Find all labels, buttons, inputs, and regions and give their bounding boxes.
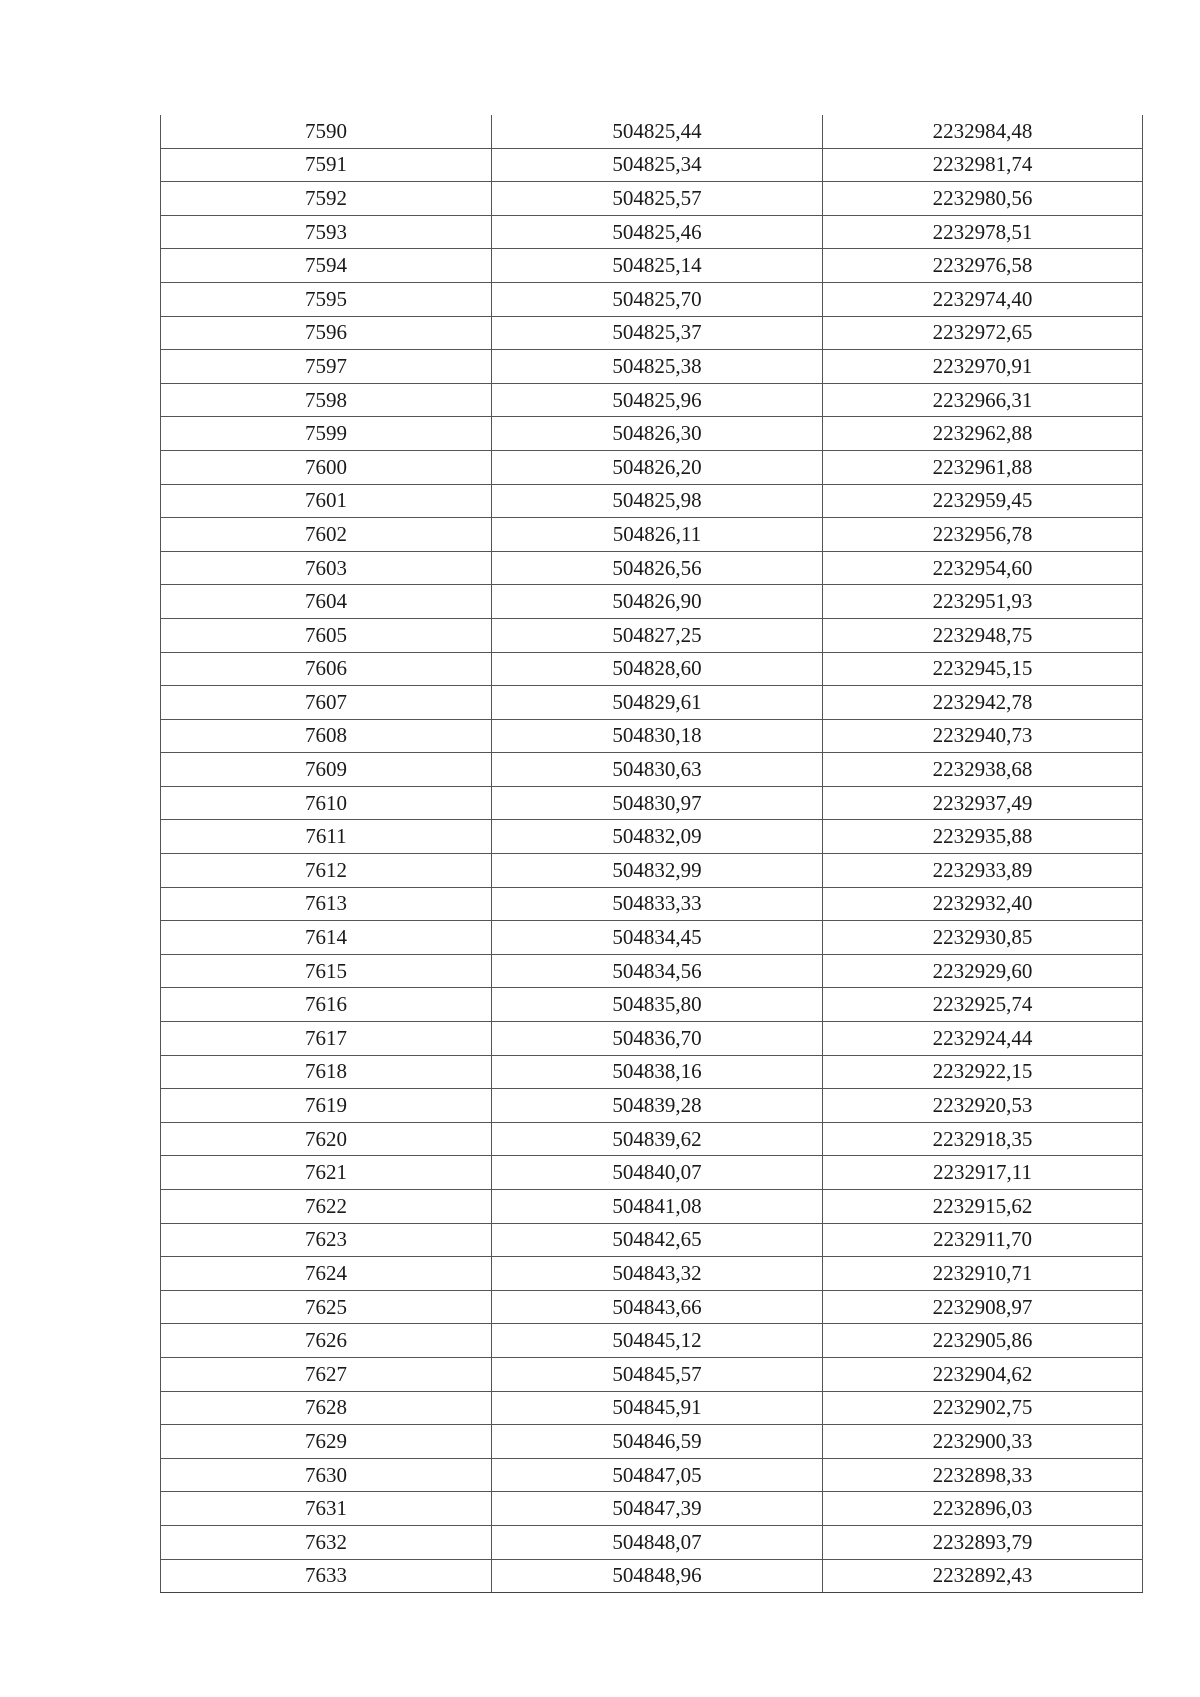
x-coordinate-cell: 504841,08 — [492, 1190, 823, 1224]
x-coordinate-cell: 504826,90 — [492, 585, 823, 619]
table-row — [161, 115, 1143, 148]
y-coordinate-cell: 2232922,15 — [823, 1055, 1143, 1089]
x-coordinate-cell: 504825,34 — [492, 148, 823, 182]
y-coordinate-cell: 2232932,40 — [823, 887, 1143, 921]
x-coordinate-cell: 504847,39 — [492, 1492, 823, 1526]
point-number-cell: 7619 — [161, 1089, 492, 1123]
x-coordinate-cell: 504826,20 — [492, 450, 823, 484]
point-number-cell: 7626 — [161, 1324, 492, 1358]
point-number-cell: 7606 — [161, 652, 492, 686]
x-coordinate-cell: 504826,30 — [492, 417, 823, 451]
x-coordinate-cell: 504825,46 — [492, 215, 823, 249]
y-coordinate-cell: 2232970,91 — [823, 350, 1143, 384]
x-coordinate-cell: 504825,98 — [492, 484, 823, 518]
table-row — [161, 450, 1143, 484]
table-row — [161, 1122, 1143, 1156]
table-row — [161, 618, 1143, 652]
x-coordinate-cell: 504825,37 — [492, 316, 823, 350]
y-coordinate-cell: 2232905,86 — [823, 1324, 1143, 1358]
x-coordinate-cell: 504825,96 — [492, 383, 823, 417]
y-coordinate-cell: 2232966,31 — [823, 383, 1143, 417]
y-coordinate-cell: 2232972,65 — [823, 316, 1143, 350]
y-coordinate-cell: 2232978,51 — [823, 215, 1143, 249]
table-row — [161, 1525, 1143, 1559]
y-coordinate-cell: 2232959,45 — [823, 484, 1143, 518]
y-coordinate-cell: 2232925,74 — [823, 988, 1143, 1022]
table-row — [161, 1425, 1143, 1459]
y-coordinate-cell: 2232935,88 — [823, 820, 1143, 854]
x-coordinate-cell: 504845,91 — [492, 1391, 823, 1425]
x-coordinate-cell: 504834,45 — [492, 921, 823, 955]
table-row — [161, 585, 1143, 619]
point-number-cell: 7596 — [161, 316, 492, 350]
point-number-cell: 7598 — [161, 383, 492, 417]
y-coordinate-cell: 2232910,71 — [823, 1257, 1143, 1291]
x-coordinate-cell: 504839,28 — [492, 1089, 823, 1123]
table-row — [161, 148, 1143, 182]
y-coordinate-cell: 2232961,88 — [823, 450, 1143, 484]
table-row — [161, 719, 1143, 753]
point-number-cell: 7628 — [161, 1391, 492, 1425]
x-coordinate-cell: 504829,61 — [492, 686, 823, 720]
y-coordinate-cell: 2232908,97 — [823, 1290, 1143, 1324]
y-coordinate-cell: 2232984,48 — [823, 115, 1143, 148]
y-coordinate-cell: 2232929,60 — [823, 954, 1143, 988]
y-coordinate-cell: 2232918,35 — [823, 1122, 1143, 1156]
y-coordinate-cell: 2232904,62 — [823, 1357, 1143, 1391]
y-coordinate-cell: 2232951,93 — [823, 585, 1143, 619]
y-coordinate-cell: 2232924,44 — [823, 1022, 1143, 1056]
point-number-cell: 7617 — [161, 1022, 492, 1056]
point-number-cell: 7591 — [161, 148, 492, 182]
point-number-cell: 7622 — [161, 1190, 492, 1224]
y-coordinate-cell: 2232902,75 — [823, 1391, 1143, 1425]
table-row — [161, 753, 1143, 787]
table-row — [161, 854, 1143, 888]
table-row — [161, 1357, 1143, 1391]
point-number-cell: 7623 — [161, 1223, 492, 1257]
table-row — [161, 484, 1143, 518]
x-coordinate-cell: 504832,09 — [492, 820, 823, 854]
x-coordinate-cell: 504840,07 — [492, 1156, 823, 1190]
x-coordinate-cell: 504825,57 — [492, 182, 823, 216]
point-number-cell: 7612 — [161, 854, 492, 888]
table-row — [161, 282, 1143, 316]
point-number-cell: 7603 — [161, 551, 492, 585]
table-row — [161, 1089, 1143, 1123]
point-number-cell: 7605 — [161, 618, 492, 652]
point-number-cell: 7595 — [161, 282, 492, 316]
y-coordinate-cell: 2232937,49 — [823, 786, 1143, 820]
point-number-cell: 7590 — [161, 115, 492, 148]
point-number-cell: 7607 — [161, 686, 492, 720]
table-row — [161, 249, 1143, 283]
x-coordinate-cell: 504842,65 — [492, 1223, 823, 1257]
table-body — [161, 115, 1143, 1593]
y-coordinate-cell: 2232980,56 — [823, 182, 1143, 216]
point-number-cell: 7621 — [161, 1156, 492, 1190]
point-number-cell: 7632 — [161, 1525, 492, 1559]
y-coordinate-cell: 2232981,74 — [823, 148, 1143, 182]
y-coordinate-cell: 2232942,78 — [823, 686, 1143, 720]
point-number-cell: 7616 — [161, 988, 492, 1022]
x-coordinate-cell: 504845,57 — [492, 1357, 823, 1391]
y-coordinate-cell: 2232917,11 — [823, 1156, 1143, 1190]
point-number-cell: 7615 — [161, 954, 492, 988]
point-number-cell: 7618 — [161, 1055, 492, 1089]
table-row — [161, 350, 1143, 384]
point-number-cell: 7631 — [161, 1492, 492, 1526]
x-coordinate-cell: 504835,80 — [492, 988, 823, 1022]
table-row — [161, 1458, 1143, 1492]
y-coordinate-cell: 2232911,70 — [823, 1223, 1143, 1257]
x-coordinate-cell: 504838,16 — [492, 1055, 823, 1089]
x-coordinate-cell: 504825,44 — [492, 115, 823, 148]
x-coordinate-cell: 504826,11 — [492, 518, 823, 552]
x-coordinate-cell: 504832,99 — [492, 854, 823, 888]
table-row — [161, 652, 1143, 686]
table-row — [161, 551, 1143, 585]
y-coordinate-cell: 2232948,75 — [823, 618, 1143, 652]
point-number-cell: 7604 — [161, 585, 492, 619]
point-number-cell: 7633 — [161, 1559, 492, 1593]
point-number-cell: 7625 — [161, 1290, 492, 1324]
point-number-cell: 7620 — [161, 1122, 492, 1156]
table-row — [161, 1190, 1143, 1224]
y-coordinate-cell: 2232900,33 — [823, 1425, 1143, 1459]
y-coordinate-cell: 2232893,79 — [823, 1525, 1143, 1559]
point-number-cell: 7610 — [161, 786, 492, 820]
x-coordinate-cell: 504845,12 — [492, 1324, 823, 1358]
y-coordinate-cell: 2232954,60 — [823, 551, 1143, 585]
x-coordinate-cell: 504827,25 — [492, 618, 823, 652]
x-coordinate-cell: 504830,18 — [492, 719, 823, 753]
point-number-cell: 7611 — [161, 820, 492, 854]
table-row — [161, 1492, 1143, 1526]
y-coordinate-cell: 2232938,68 — [823, 753, 1143, 787]
point-number-cell: 7593 — [161, 215, 492, 249]
point-number-cell: 7594 — [161, 249, 492, 283]
table-row — [161, 1257, 1143, 1291]
table-row — [161, 1559, 1143, 1593]
point-number-cell: 7629 — [161, 1425, 492, 1459]
table-row — [161, 215, 1143, 249]
table-row — [161, 954, 1143, 988]
table-row — [161, 383, 1143, 417]
x-coordinate-cell: 504839,62 — [492, 1122, 823, 1156]
x-coordinate-cell: 504826,56 — [492, 551, 823, 585]
y-coordinate-cell: 2232920,53 — [823, 1089, 1143, 1123]
y-coordinate-cell: 2232976,58 — [823, 249, 1143, 283]
y-coordinate-cell: 2232940,73 — [823, 719, 1143, 753]
table-row — [161, 786, 1143, 820]
table-row — [161, 686, 1143, 720]
table-row — [161, 1156, 1143, 1190]
x-coordinate-cell: 504825,14 — [492, 249, 823, 283]
point-number-cell: 7624 — [161, 1257, 492, 1291]
y-coordinate-cell: 2232896,03 — [823, 1492, 1143, 1526]
x-coordinate-cell: 504843,32 — [492, 1257, 823, 1291]
y-coordinate-cell: 2232945,15 — [823, 652, 1143, 686]
x-coordinate-cell: 504843,66 — [492, 1290, 823, 1324]
table-row — [161, 1055, 1143, 1089]
x-coordinate-cell: 504848,07 — [492, 1525, 823, 1559]
point-number-cell: 7602 — [161, 518, 492, 552]
y-coordinate-cell: 2232898,33 — [823, 1458, 1143, 1492]
x-coordinate-cell: 504825,70 — [492, 282, 823, 316]
x-coordinate-cell: 504848,96 — [492, 1559, 823, 1593]
x-coordinate-cell: 504836,70 — [492, 1022, 823, 1056]
point-number-cell: 7601 — [161, 484, 492, 518]
y-coordinate-cell: 2232956,78 — [823, 518, 1143, 552]
y-coordinate-cell: 2232962,88 — [823, 417, 1143, 451]
x-coordinate-cell: 504828,60 — [492, 652, 823, 686]
x-coordinate-cell: 504830,63 — [492, 753, 823, 787]
x-coordinate-cell: 504830,97 — [492, 786, 823, 820]
table-row — [161, 182, 1143, 216]
y-coordinate-cell: 2232974,40 — [823, 282, 1143, 316]
table-row — [161, 988, 1143, 1022]
point-number-cell: 7597 — [161, 350, 492, 384]
point-number-cell: 7609 — [161, 753, 492, 787]
table-row — [161, 1223, 1143, 1257]
table-row — [161, 417, 1143, 451]
point-number-cell: 7627 — [161, 1357, 492, 1391]
y-coordinate-cell: 2232933,89 — [823, 854, 1143, 888]
table-row — [161, 518, 1143, 552]
table-row — [161, 1290, 1143, 1324]
point-number-cell: 7599 — [161, 417, 492, 451]
y-coordinate-cell: 2232892,43 — [823, 1559, 1143, 1593]
point-number-cell: 7614 — [161, 921, 492, 955]
point-number-cell: 7608 — [161, 719, 492, 753]
y-coordinate-cell: 2232915,62 — [823, 1190, 1143, 1224]
x-coordinate-cell: 504825,38 — [492, 350, 823, 384]
x-coordinate-cell: 504833,33 — [492, 887, 823, 921]
table-row — [161, 921, 1143, 955]
x-coordinate-cell: 504834,56 — [492, 954, 823, 988]
table-row — [161, 1324, 1143, 1358]
table-row — [161, 887, 1143, 921]
table-row — [161, 1022, 1143, 1056]
point-number-cell: 7592 — [161, 182, 492, 216]
point-number-cell: 7630 — [161, 1458, 492, 1492]
table-row — [161, 820, 1143, 854]
x-coordinate-cell: 504846,59 — [492, 1425, 823, 1459]
coordinates-table — [160, 115, 1143, 1593]
point-number-cell: 7600 — [161, 450, 492, 484]
point-number-cell: 7613 — [161, 887, 492, 921]
table-row — [161, 316, 1143, 350]
y-coordinate-cell: 2232930,85 — [823, 921, 1143, 955]
table-row — [161, 1391, 1143, 1425]
x-coordinate-cell: 504847,05 — [492, 1458, 823, 1492]
